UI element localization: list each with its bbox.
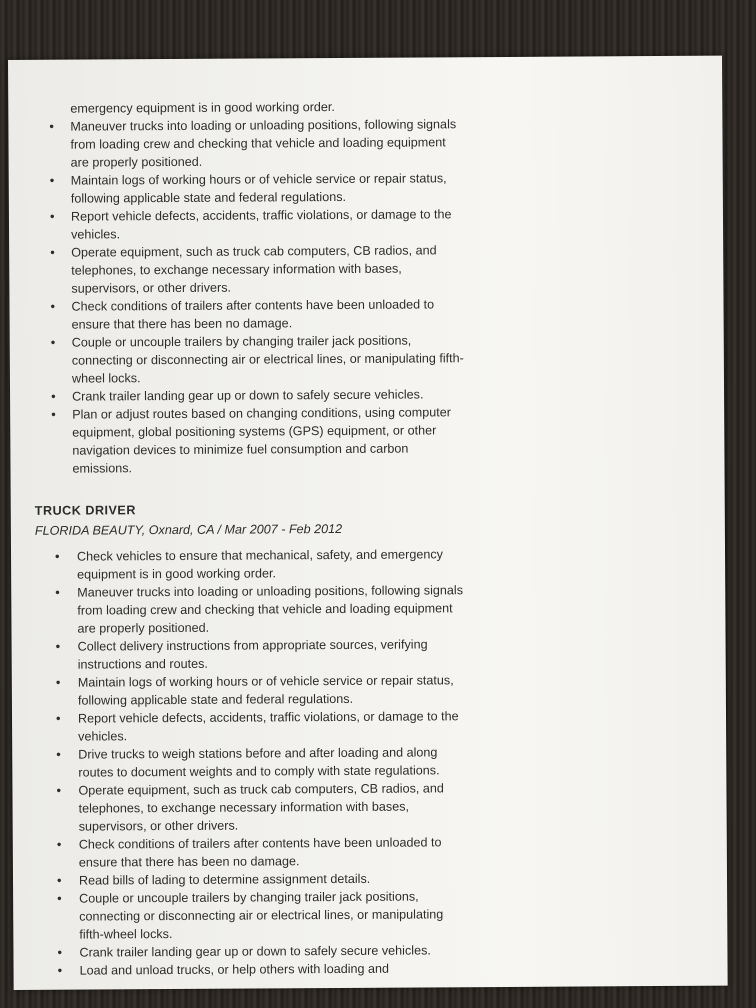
list-item: • Couple or uncouple trailers by changing trailer jack positions, connecting or disconnecting air or electrical lines, or manipulating fifth-wheel locks. [57,889,444,942]
bullet-icon: • [57,944,63,960]
previous-job-duties-list [34,115,466,478]
list-item: • Load and unload trucks, or help others with loading and [57,961,390,978]
bullet-icon: • [57,890,62,906]
bullet-icon: • [55,674,61,690]
list-item: • Read bills of lading to determine assignment details. [56,871,371,888]
bullet-icon: • [54,548,60,564]
list-item: • Collect delivery instructions from appropriate sources, verifying instructions and routes. [55,637,428,672]
bullet-icon: • [56,746,61,762]
bullet-icon: • [50,298,56,314]
bullet-icon: • [51,388,56,404]
bullet-icon: • [56,836,62,852]
bullet-icon: • [50,244,55,260]
bullet-icon: • [51,406,56,422]
continued-text: emergency equipment is in good working order. [70,100,335,116]
list-item: • Couple or uncouple trailers by changing trailer jack positions, connecting or disconnecting air or electrical lines, or manipulating fifth-wheel locks. [50,333,464,386]
bullet-icon: • [49,172,55,188]
list-item: • Operate equipment, such as truck cab computers, CB radios, and telephones, to exchange necessary information with bases, supervisors, or other drivers. [56,781,444,834]
list-item: • Maintain logs of working hours or of vehicle service or repair status, following applicable state and federal regulations. [49,171,447,206]
bullet-icon: • [57,962,63,978]
list-item: • Operate equipment, such as truck cab computers, CB radios, and telephones, to exchange necessary information with bases, supervisors, or other drivers. [50,243,437,296]
list-item: • Maneuver trucks into loading or unloading positions, following signals from loading crew and checking that vehicle and loading equipment are properly positioned. [55,583,464,636]
bullet-icon: • [55,710,61,726]
bullet-icon: • [56,782,62,798]
list-item: • Crank trailer landing gear up or down to safely secure vehicles. [51,387,424,404]
list-item: • Maintain logs of working hours or of vehicle service or repair status, following applicable state and federal regulations. [55,673,454,708]
bullet-icon: • [55,584,60,600]
list-item: • Check conditions of trailers after contents have been unloaded to ensure that there has been no damage. [50,297,435,332]
list-item: • Check vehicles to ensure that mechanical, safety, and emergency equipment is in good working order. [54,547,443,582]
bullet-icon: • [55,638,61,654]
bullet-icon: • [49,118,55,134]
bullet-icon: • [49,208,55,224]
list-item: • Report vehicle defects, accidents, traffic violations, or damage to the vehicles. [49,207,452,242]
job-employer-dates: FLORIDA BEAUTY, Oxnard, CA / Mar 2007 - Feb 2012 [34,521,343,538]
list-item: • Plan or adjust routes based on changing conditions, using computer equipment, global positioning systems (GPS) equipment, or other navigation devices to minimize fuel consumption and carbon emissions. [51,405,451,476]
document-page [8,56,728,990]
list-item: • Crank trailer landing gear up or down to safely secure vehicles. [57,943,431,960]
bullet-icon: • [50,334,56,350]
list-item: • Check conditions of trailers after contents have been unloaded to ensure that there has been no damage. [56,835,442,870]
list-item: • Drive trucks to weigh stations before and after loading and along routes to document weights and to comply with state regulations. [56,745,440,780]
bullet-icon: • [56,872,62,888]
resume-content [34,97,469,980]
list-item: • Maneuver trucks into loading or unloading positions, following signals from loading crew and checking that vehicle and loading equipment are properly positioned. [49,117,457,170]
list-item: • Report vehicle defects, accidents, traffic violations, or damage to the vehicles. [55,709,459,744]
truck-driver-duties-list [37,545,470,980]
job-title: TRUCK DRIVER [34,503,136,518]
